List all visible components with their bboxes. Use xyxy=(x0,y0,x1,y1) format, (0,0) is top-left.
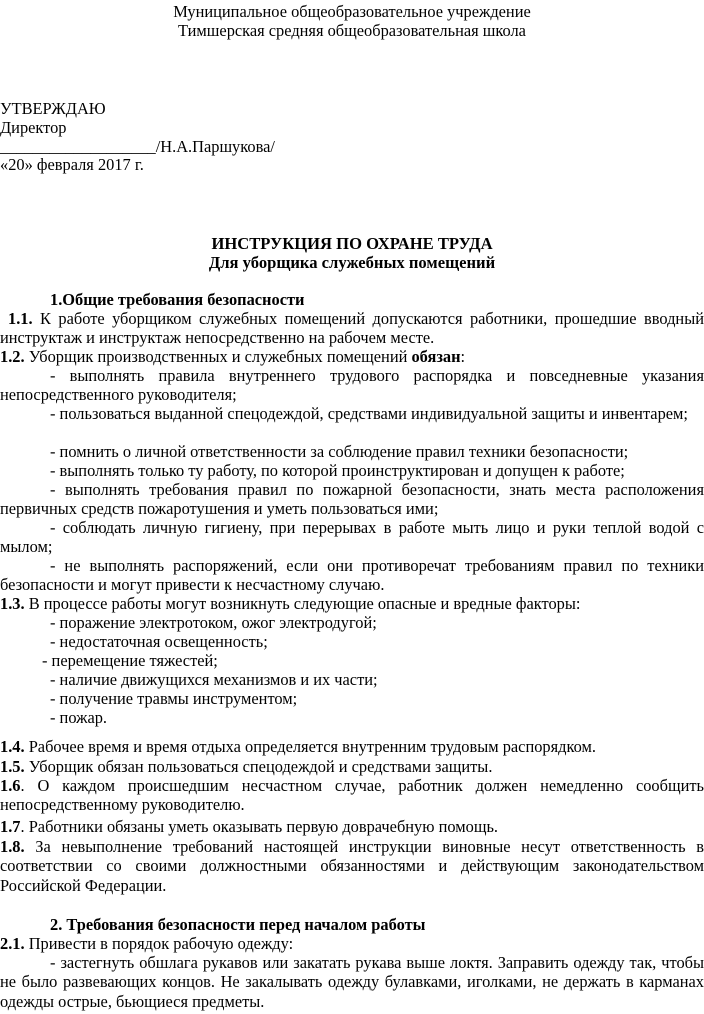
paragraph-1-8 xyxy=(0,837,704,895)
approval-position: Директор xyxy=(0,118,67,137)
clause-emphasis: обязан xyxy=(411,347,461,366)
org-name-line2: Тимшерская средняя общеобразовательная школа xyxy=(178,21,526,40)
list-item: - получение травмы инструментом; xyxy=(50,689,298,708)
clause-number: 2.1. xyxy=(0,934,25,953)
approval-date: «20» февраля 2017 г. xyxy=(0,155,144,174)
list-item: - пожар. xyxy=(50,708,108,727)
clause-text: . О каждом происшедшим несчастном случае, работник должен немедленно сообщить непосредственному руководителю. xyxy=(0,776,704,815)
paragraph-1-4 xyxy=(0,737,704,756)
clause-text: Рабочее время и время отдыха определяется внутренним трудовым распорядком. xyxy=(24,737,596,756)
list-item: - пользоваться выданной спецодеждой, средствами индивидуальной защиты и инвентарем; xyxy=(50,404,688,423)
clause-text: Уборщик обязан пользоваться спецодеждой и средствами защиты. xyxy=(24,757,493,776)
list-item: - недостаточная освещенность; xyxy=(50,632,268,651)
clause-text-end: : xyxy=(460,347,466,366)
clause-number: 1.1. xyxy=(8,309,33,328)
clause-number: 1.4. xyxy=(0,737,25,756)
clause-number: 1.3. xyxy=(0,594,25,613)
clause-number: 1.5. xyxy=(0,757,25,776)
list-item: - поражение электротоком, ожог электродугой; xyxy=(50,613,377,632)
list-item: - не выполнять распоряжений, если они противоречат требованиям правил по техники безопасности и могут привести к несчастному случаю. xyxy=(0,556,704,595)
paragraph-1-1 xyxy=(0,309,704,348)
clause-text: Привести в порядок рабочую одежду: xyxy=(24,934,294,953)
clause-text: . Работники обязаны уметь оказывать первую доврачебную помощь. xyxy=(20,817,499,836)
paragraph-1-7 xyxy=(0,817,704,836)
list-item: - соблюдать личную гигиену, при перерывах в работе мыть лицо и руки теплой водой с мылом; xyxy=(0,518,704,557)
doc-subtitle: Для уборщика служебных помещений xyxy=(208,253,496,272)
list-item: - выполнять требования правил по пожарной безопасности, знать места расположения первичных средств пожаротушения и уметь пользоваться ими; xyxy=(0,480,704,519)
doc-title: ИНСТРУКЦИЯ ПО ОХРАНЕ ТРУДА xyxy=(211,234,493,253)
clause-text: За невыполнение требований настоящей инструкции виновные несут ответственность в соответствии со своими должностными обязанностями и действующим законодательством Российской Федерации. xyxy=(0,837,704,895)
clause-number: 1.7 xyxy=(0,817,21,836)
section-2-heading: 2. Требования безопасности перед началом работы xyxy=(50,915,426,934)
paragraph-1-5 xyxy=(0,757,704,776)
section-1-heading: 1.Общие требования безопасности xyxy=(50,290,305,309)
org-name-line1: Муниципальное общеобразовательное учреждение xyxy=(173,2,531,21)
clause-number: 1.8. xyxy=(0,837,25,856)
list-item: - выполнять правила внутреннего трудового распорядка и повседневные указания непосредственного руководителя; xyxy=(0,366,704,405)
list-item: - застегнуть обшлага рукавов или закатать рукава выше локтя. Заправить одежду так, чтобы не было развевающих концов. Не закалывать одежду булавками, иголками, не держать в карманах одежды острые, бьющиеся предметы. xyxy=(0,953,704,1011)
paragraph-1-3 xyxy=(0,594,704,613)
list-item: - наличие движущихся механизмов и их части; xyxy=(50,670,378,689)
paragraph-1-6 xyxy=(0,776,704,815)
list-item: - перемещение тяжестей; xyxy=(42,651,218,670)
signature-line: ___________________/Н.А.Паршукова/ xyxy=(0,137,275,156)
paragraph-1-2 xyxy=(0,347,704,366)
clause-text: В процессе работы могут возникнуть следующие опасные и вредные факторы: xyxy=(24,594,581,613)
paragraph-2-1 xyxy=(0,934,704,953)
clause-number: 1.2. xyxy=(0,347,25,366)
list-item: - помнить о личной ответственности за соблюдение правил техники безопасности; xyxy=(50,442,629,461)
clause-text: К работе уборщиком служебных помещений допускаются работники, прошедшие вводный инструктаж и инструктаж непосредственно на рабочем месте. xyxy=(0,309,704,348)
approval-label: УТВЕРЖДАЮ xyxy=(0,99,106,118)
clause-text: Уборщик производственных и служебных помещений xyxy=(24,347,412,366)
clause-number: 1.6 xyxy=(0,776,21,795)
list-item: - выполнять только ту работу, по которой проинструктирован и допущен к работе; xyxy=(50,461,625,480)
